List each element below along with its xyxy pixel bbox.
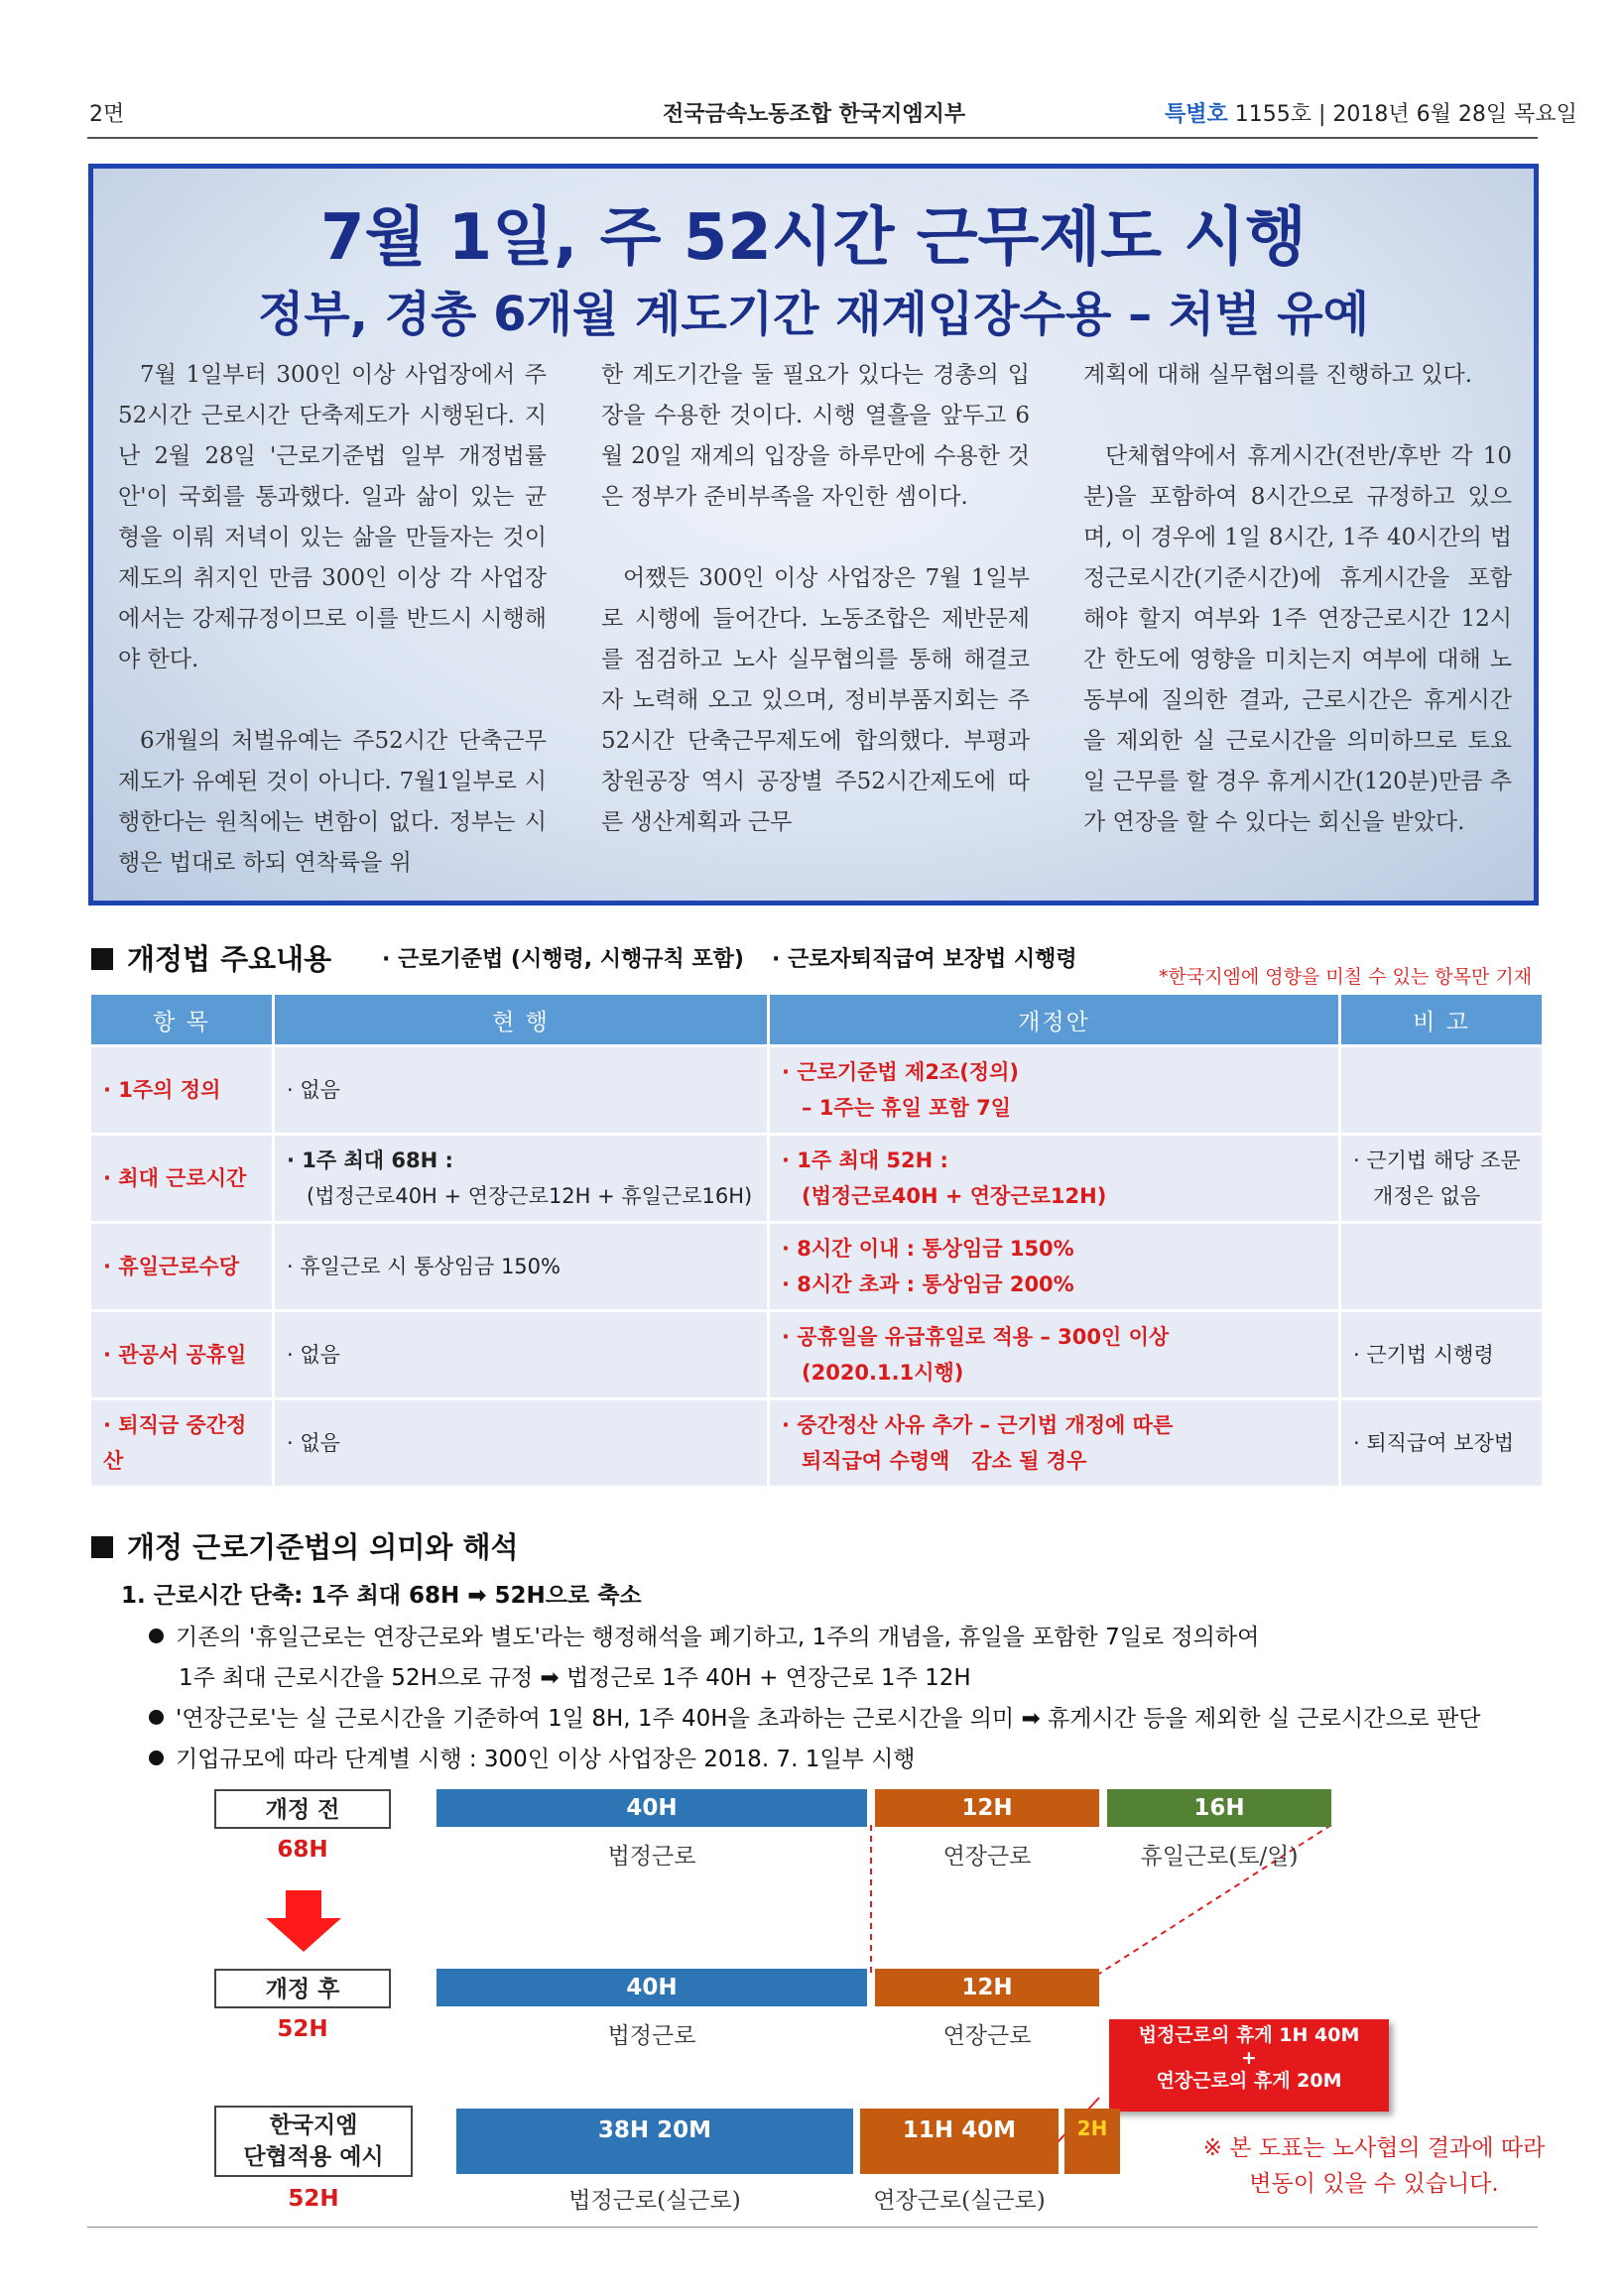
bar-caption: 연장근로 [942, 1844, 1032, 1870]
current-cell: · 없음 [275, 1312, 767, 1397]
total-hours-after: 52H [277, 2016, 328, 2042]
law-label-1: · 근로기준법 (시행령, 시행규칙 포함) [382, 947, 744, 972]
bar-caption: 법정근로(실근로) [568, 2188, 741, 2214]
special-issue-label: 특별호 [1165, 102, 1228, 127]
paragraph: 한 계도기간을 둘 필요가 있다는 경총의 입장을 수용한 것이다. 시행 열흘을 앞두고 6월 20일 재계의 입장을 하루만에 수용한 것은 정부가 준비부족을 자인한 셈이다. [601, 362, 1030, 510]
label-after: 개정 후 [214, 1969, 391, 2008]
column-header: 현 행 [275, 995, 767, 1044]
bar-holiday: 16H [1107, 1789, 1331, 1827]
footer-rule [87, 2227, 1538, 2228]
table-footnote: *한국지엠에 영향을 미칠 수 있는 항목만 기재 [1159, 966, 1533, 988]
bullet-item: 기존의 '휴일근로는 연장근로와 별도'라는 행정해석을 폐기하고, 1주의 개념을, 휴일을 포함한 7일로 정의하여 [149, 1619, 1259, 1651]
paragraph: 6개월의 처벌유예는 주52시간 단축근무제도가 유예된 것이 아니다. 7월1일부로 시행한다는 원칙에는 변함이 없다. 정부는 시행은 법대로 하되 연착륙을 위 [118, 728, 547, 876]
page-number: 2면 [89, 102, 125, 127]
current-cell: · 없음 [275, 1400, 767, 1486]
paragraph: 7월 1일부터 300인 이상 사업장에서 주52시간 근로시간 단축제도가 시행된다. 지난 2월 28일 '근로기준법 일부 개정법률안'이 국회를 통과했다. 일과 삶이 있는 균형을 이뤄 저녁이 있는 삶을 만들자는 것이 제도의 취지인 만큼 300인 이상 각 사업장에서는 강제규정이므로 이를 반드시 시행해야 한다. [118, 362, 547, 672]
label-gm-example: 한국지엠 단협적용 예시 [214, 2106, 413, 2177]
total-hours-before: 68H [277, 1837, 328, 1863]
column-header: 개정안 [770, 995, 1338, 1044]
column-header: 항 목 [91, 995, 272, 1044]
column-header: 비 고 [1341, 995, 1542, 1044]
section-heading-interpretation: 개정 근로기준법의 의미와 해석 [91, 1525, 518, 1566]
revised-cell: · 8시간 이내 : 통상임금 150% · 8시간 초과 : 통상임금 200% [770, 1224, 1338, 1309]
revised-cell: · 공휴일을 유급휴일로 적용 – 300인 이상 (2020.1.1시행) [770, 1312, 1338, 1397]
bar-caption: 법정근로 [607, 2023, 696, 2049]
bar-statutory-actual: 38H 20M [456, 2109, 853, 2174]
bar-caption: 연장근로 [942, 2023, 1032, 2049]
note-cell: · 퇴직급여 보장법 [1341, 1400, 1542, 1486]
revised-cell: · 근로기준법 제2조(정의) – 1주는 휴일 포함 7일 [770, 1047, 1338, 1133]
diagram-disclaimer: ※ 본 도표는 노사협의 결과에 따라 변동이 있을 수 있습니다. [1202, 2135, 1546, 2197]
note-cell: · 근기법 시행령 [1341, 1312, 1542, 1397]
issue-date: 1155호 | 2018년 6월 28일 목요일 [1234, 102, 1577, 127]
item-cell: · 최대 근로시간 [91, 1136, 272, 1221]
bar-overtime: 12H [875, 1969, 1099, 2006]
paragraph: 어쨌든 300인 이상 사업장은 7월 1일부로 시행에 들어간다. 노동조합은 제반문제를 점검하고 노사 실무협의를 통해 해결코자 노력해 오고 있으며, 정비부품지회는 주52시간 단축근무제도에 합의했다. 부평과 창원공장 역시 공장별 주52시간제도에 따른 생산계획과 근무 [601, 565, 1030, 835]
note-cell: · 근기법 해당 조문 개정은 없음 [1341, 1136, 1542, 1221]
bar-statutory: 40H [437, 1969, 867, 2006]
total-hours-gm: 52H [288, 2186, 339, 2212]
paragraph: 계획에 대해 실무협의를 진행하고 있다. [1083, 362, 1473, 388]
bar-overtime: 12H [875, 1789, 1099, 1827]
paragraph: 단체협약에서 휴게시간(전반/후반 각 10분)을 포함하여 8시간으로 규정하고 있으며, 이 경우에 1일 8시간, 1주 40시간의 법정근로시간(기준시간)에 휴게시간을 포함해야 할지 여부와 1주 연장근로시간 12시간 한도에 영향을 미치는지 여부에 대해 노동부에 질의한 결과, 근로시간은 휴게시간을 제외한 실 근로시간을 의미하므로 토요일 근무를 할 경우 휴게시간(120분)만큼 추가 연장을 할 수 있다는 회신을 받았다. [1083, 443, 1512, 835]
bullet-item: 기업규모에 따라 단계별 시행 : 300인 이상 사업장은 2018. 7. 1일부 시행 [149, 1741, 916, 1773]
item-cell: · 1주의 정의 [91, 1047, 272, 1133]
item-cell: · 휴일근로수당 [91, 1224, 272, 1309]
bar-statutory: 40H [437, 1789, 867, 1827]
bar-overtime-actual: 11H 40M [860, 2109, 1059, 2174]
item-cell: · 관공서 공휴일 [91, 1312, 272, 1397]
article-title: 7월 1일, 주 52시간 근무제도 시행 [320, 201, 1307, 275]
law-label-2: · 근로자퇴직급여 보장법 시행령 [772, 947, 1077, 972]
bar-caption: 연장근로(실근로) [873, 2188, 1046, 2214]
article-subtitle: 정부, 경총 6개월 계도기간 재계입장수용 – 처벌 유예 [258, 287, 1369, 342]
publication-name: 전국금속노동조합 한국지엠지부 [663, 102, 966, 127]
revised-cell: · 중간정산 사유 추가 – 근기법 개정에 따른 퇴직급여 수령액 감소 될 경우 [770, 1400, 1338, 1486]
revised-cell: · 1주 최대 52H : (법정근로40H + 연장근로12H) [770, 1136, 1338, 1221]
label-before: 개정 전 [214, 1789, 391, 1829]
current-cell: · 1주 최대 68H : (법정근로40H + 연장근로12H + 휴일근로16H) [275, 1136, 767, 1221]
current-cell: · 휴일근로 시 통상임금 150% [275, 1224, 767, 1309]
bar-caption: 휴일근로(토/일) [1140, 1844, 1299, 1870]
rest-time-callout: 법정근로의 휴게 1H 40M + 연장근로의 휴게 20M [1109, 2019, 1389, 2112]
current-cell: · 없음 [275, 1047, 767, 1133]
item-cell: · 퇴직금 중간정산 [91, 1400, 272, 1486]
point-heading: 1. 근로시간 단축: 1주 최대 68H ➡ 52H으로 축소 [121, 1583, 642, 1609]
bar-rest-time: 2H [1064, 2109, 1120, 2174]
down-arrow-icon [266, 1890, 341, 1952]
bar-caption: 법정근로 [607, 1844, 696, 1870]
section-heading-amendment: 개정법 주요내용 [91, 937, 331, 978]
bullet-continuation: 1주 최대 근로시간을 52H으로 규정 ➡ 법정근로 1주 40H + 연장근로 1주 12H [179, 1665, 971, 1691]
bullet-item: '연장근로'는 실 근로시간을 기준하여 1일 8H, 1주 40H을 초과하는 근로시간을 의미 ➡ 휴게시간 등을 제외한 실 근로시간으로 판단 [149, 1700, 1481, 1733]
